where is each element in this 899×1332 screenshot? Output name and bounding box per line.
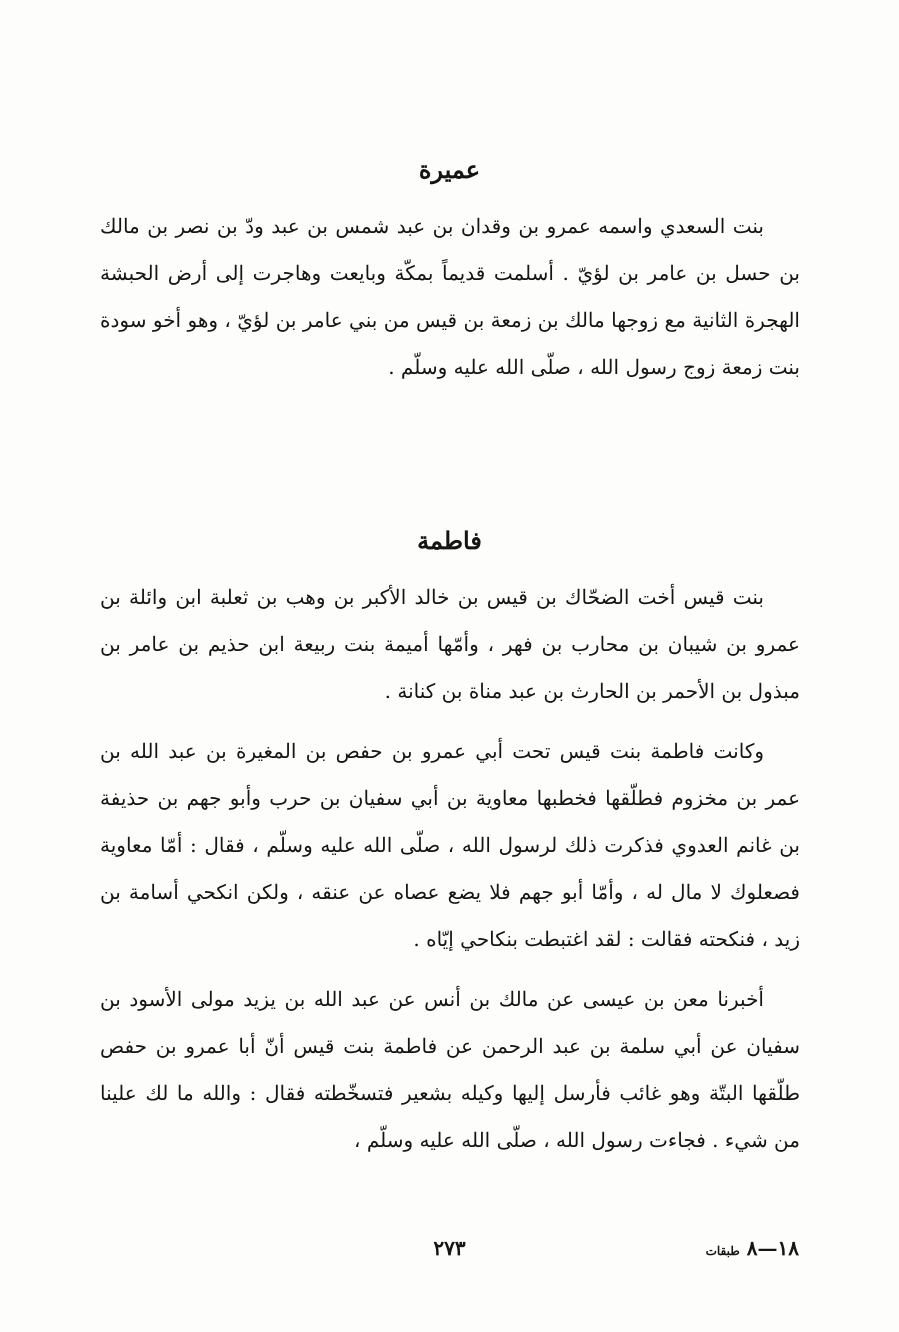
page-footer: [0, 1228, 899, 1268]
section-title-umayra: عميرة: [418, 154, 481, 184]
section-body-umayra: [100, 203, 800, 391]
page-number: ٢٧٣: [433, 1236, 466, 1260]
paragraph: بنت قيس أخت الضحّاك بن قيس بن خالد الأكبر بن وهب بن ثعلبة ابن وائلة بن عمرو بن شيبان بن محارب بن فهر ، وأمّها أميمة بنت ربيعة ابن حذيم بن عامر بن مبذول بن الأحمر بن الحارث بن عبد مناة بن كنانة .: [100, 585, 800, 703]
printer-signature: [698, 1228, 799, 1271]
paragraph: وكانت فاطمة بنت قيس تحت أبي عمرو بن حفص بن المغيرة بن عبد الله بن عمر بن مخزوم فطلّقها فخطبها معاوية بن أبي سفيان بن حرب وأبو جهم بن حذيفة بن غانم العدوي فذكرت ذلك لرسول الله ، صلّى الله عليه وسلّم ، فقال : أمّا معاوية فصعلوك لا مال له ، وأمّا أبو جهم فلا يضع عصاه عن عنقه ، ولكن انكحي أسامة بن زيد ، فنكحته فقالت : لقد اغتبطت بنكاحي إيّاه .: [100, 739, 800, 951]
signature-number: ١٨—٨: [746, 1236, 799, 1260]
paragraph: بنت السعدي واسمه عمرو بن وقدان بن عبد شمس بن عبد ودّ بن نصر بن مالك بن حسل بن عامر بن لؤيّ . أسلمت قديماً بمكّة وبايعت وهاجرت إلى أرض الحبشة الهجرة الثانية مع زوجها مالك بن زمعة بن قيس من بني عامر بن لؤيّ ، وهو أخو سودة بنت زمعة زوج رسول الله ، صلّى الله عليه وسلّم .: [100, 214, 800, 379]
section-body-fatima: [100, 574, 800, 1164]
paragraph: أخبرنا معن بن عيسى عن مالك بن أنس عن عبد الله بن يزيد مولى الأسود بن سفيان عن أبي سلمة بن عبد الرحمن عن فاطمة بنت قيس أنّ أبا عمرو بن حفص طلّقها البتّة وهو غائب فأرسل إليها وكيله بشعير فتسخّطته فقال : والله ما لك علينا من شيء . فجاءت رسول الله ، صلّى الله عليه وسلّم ،: [100, 987, 800, 1152]
section-title-fatima: فاطمة: [417, 525, 482, 555]
signature-mark: طبقات: [705, 1244, 740, 1258]
